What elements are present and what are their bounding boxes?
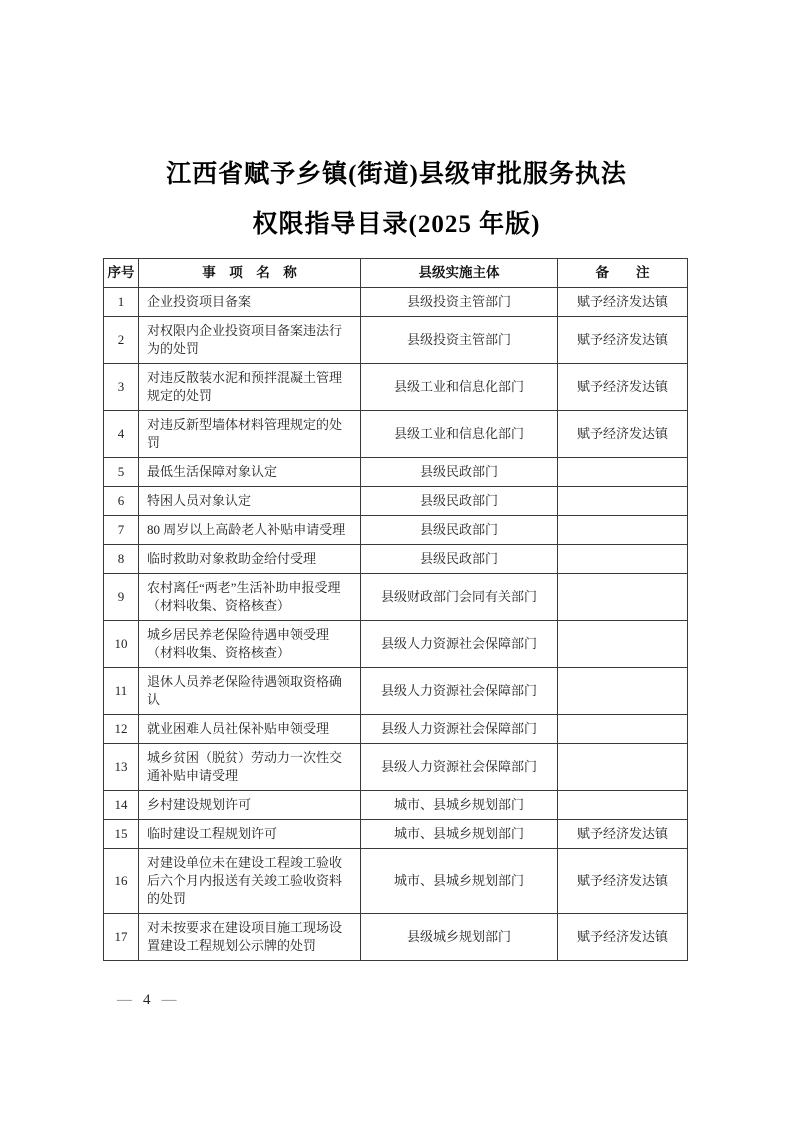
cell-implementing-authority: 县级人力资源社会保障部门 — [361, 715, 558, 744]
table-row — [104, 820, 688, 849]
cell-serial-number: 8 — [104, 545, 139, 574]
cell-serial-number: 1 — [104, 288, 139, 317]
cell-implementing-authority: 县级人力资源社会保障部门 — [361, 668, 558, 715]
cell-item-name: 80 周岁以上高龄老人补贴申请受理 — [139, 516, 361, 545]
table-row — [104, 621, 688, 668]
cell-implementing-authority: 县级民政部门 — [361, 487, 558, 516]
cell-serial-number: 17 — [104, 914, 139, 961]
table-row — [104, 574, 688, 621]
cell-implementing-authority: 县级工业和信息化部门 — [361, 364, 558, 411]
header-serial-number: 序号 — [104, 259, 139, 288]
cell-implementing-authority: 县级民政部门 — [361, 458, 558, 487]
cell-item-name: 城乡居民养老保险待遇申领受理（材料收集、资格核查） — [139, 621, 361, 668]
cell-item-name: 对未按要求在建设项目施工现场设置建设工程规划公示牌的处罚 — [139, 914, 361, 961]
table-row — [104, 744, 688, 791]
cell-serial-number: 7 — [104, 516, 139, 545]
cell-serial-number: 11 — [104, 668, 139, 715]
table-row — [104, 364, 688, 411]
cell-item-name: 退休人员养老保险待遇领取资格确认 — [139, 668, 361, 715]
cell-item-name: 对建设单位未在建设工程竣工验收后六个月内报送有关竣工验收资料的处罚 — [139, 849, 361, 914]
footer-left-dash: — — [117, 992, 132, 1008]
cell-serial-number: 5 — [104, 458, 139, 487]
table-row — [104, 411, 688, 458]
cell-item-name: 城乡贫困（脱贫）劳动力一次性交通补贴申请受理 — [139, 744, 361, 791]
table-row — [104, 791, 688, 820]
page-number — [117, 992, 177, 1009]
cell-implementing-authority: 县级人力资源社会保障部门 — [361, 621, 558, 668]
cell-remark — [558, 744, 688, 791]
cell-serial-number: 15 — [104, 820, 139, 849]
footer-page-number: 4 — [143, 992, 151, 1008]
authority-table-container — [103, 258, 687, 961]
table-row — [104, 516, 688, 545]
cell-serial-number: 10 — [104, 621, 139, 668]
cell-serial-number: 14 — [104, 791, 139, 820]
authority-directory-table — [103, 258, 688, 961]
cell-item-name: 特困人员对象认定 — [139, 487, 361, 516]
cell-serial-number: 4 — [104, 411, 139, 458]
cell-remark — [558, 458, 688, 487]
cell-remark: 赋予经济发达镇 — [558, 411, 688, 458]
table-row — [104, 668, 688, 715]
cell-remark: 赋予经济发达镇 — [558, 364, 688, 411]
table-row — [104, 849, 688, 914]
cell-implementing-authority: 县级投资主管部门 — [361, 317, 558, 364]
cell-implementing-authority: 县级民政部门 — [361, 545, 558, 574]
table-row — [104, 715, 688, 744]
cell-implementing-authority: 县级城乡规划部门 — [361, 914, 558, 961]
cell-remark — [558, 791, 688, 820]
cell-remark — [558, 715, 688, 744]
document-title — [0, 150, 793, 250]
cell-serial-number: 13 — [104, 744, 139, 791]
cell-remark — [558, 516, 688, 545]
cell-implementing-authority: 城市、县城乡规划部门 — [361, 849, 558, 914]
table-row — [104, 487, 688, 516]
page-title-line-2: 权限指导目录(2025 年版) — [252, 211, 541, 238]
cell-item-name: 企业投资项目备案 — [139, 288, 361, 317]
cell-implementing-authority: 县级投资主管部门 — [361, 288, 558, 317]
table-row — [104, 545, 688, 574]
header-implementing-authority: 县级实施主体 — [361, 259, 558, 288]
cell-remark — [558, 574, 688, 621]
cell-implementing-authority: 县级财政部门会同有关部门 — [361, 574, 558, 621]
cell-remark: 赋予经济发达镇 — [558, 820, 688, 849]
cell-item-name: 最低生活保障对象认定 — [139, 458, 361, 487]
page-title-line-1: 江西省赋予乡镇(街道)县级审批服务执法 — [166, 161, 627, 188]
table-row — [104, 288, 688, 317]
cell-implementing-authority: 县级工业和信息化部门 — [361, 411, 558, 458]
cell-serial-number: 6 — [104, 487, 139, 516]
cell-implementing-authority: 城市、县城乡规划部门 — [361, 820, 558, 849]
cell-remark: 赋予经济发达镇 — [558, 849, 688, 914]
cell-implementing-authority: 县级人力资源社会保障部门 — [361, 744, 558, 791]
cell-serial-number: 2 — [104, 317, 139, 364]
table-row — [104, 317, 688, 364]
cell-remark: 赋予经济发达镇 — [558, 914, 688, 961]
cell-implementing-authority: 城市、县城乡规划部门 — [361, 791, 558, 820]
cell-item-name: 临时救助对象救助金给付受理 — [139, 545, 361, 574]
cell-item-name: 对违反散装水泥和预拌混凝土管理规定的处罚 — [139, 364, 361, 411]
footer-right-dash: — — [161, 992, 177, 1008]
table-row — [104, 458, 688, 487]
cell-remark — [558, 487, 688, 516]
cell-implementing-authority: 县级民政部门 — [361, 516, 558, 545]
table-row — [104, 914, 688, 961]
cell-serial-number: 3 — [104, 364, 139, 411]
cell-remark: 赋予经济发达镇 — [558, 317, 688, 364]
cell-item-name: 乡村建设规划许可 — [139, 791, 361, 820]
cell-item-name: 农村离任“两老”生活补助申报受理（材料收集、资格核查） — [139, 574, 361, 621]
cell-serial-number: 9 — [104, 574, 139, 621]
cell-remark — [558, 621, 688, 668]
table-header-row — [104, 259, 688, 288]
header-remark: 备 注 — [558, 259, 688, 288]
header-item-name: 事 项 名 称 — [139, 259, 361, 288]
cell-item-name: 对违反新型墙体材料管理规定的处罚 — [139, 411, 361, 458]
cell-remark — [558, 545, 688, 574]
cell-item-name: 就业困难人员社保补贴申领受理 — [139, 715, 361, 744]
cell-item-name: 对权限内企业投资项目备案违法行为的处罚 — [139, 317, 361, 364]
cell-serial-number: 16 — [104, 849, 139, 914]
cell-remark — [558, 668, 688, 715]
cell-item-name: 临时建设工程规划许可 — [139, 820, 361, 849]
cell-remark: 赋予经济发达镇 — [558, 288, 688, 317]
cell-serial-number: 12 — [104, 715, 139, 744]
